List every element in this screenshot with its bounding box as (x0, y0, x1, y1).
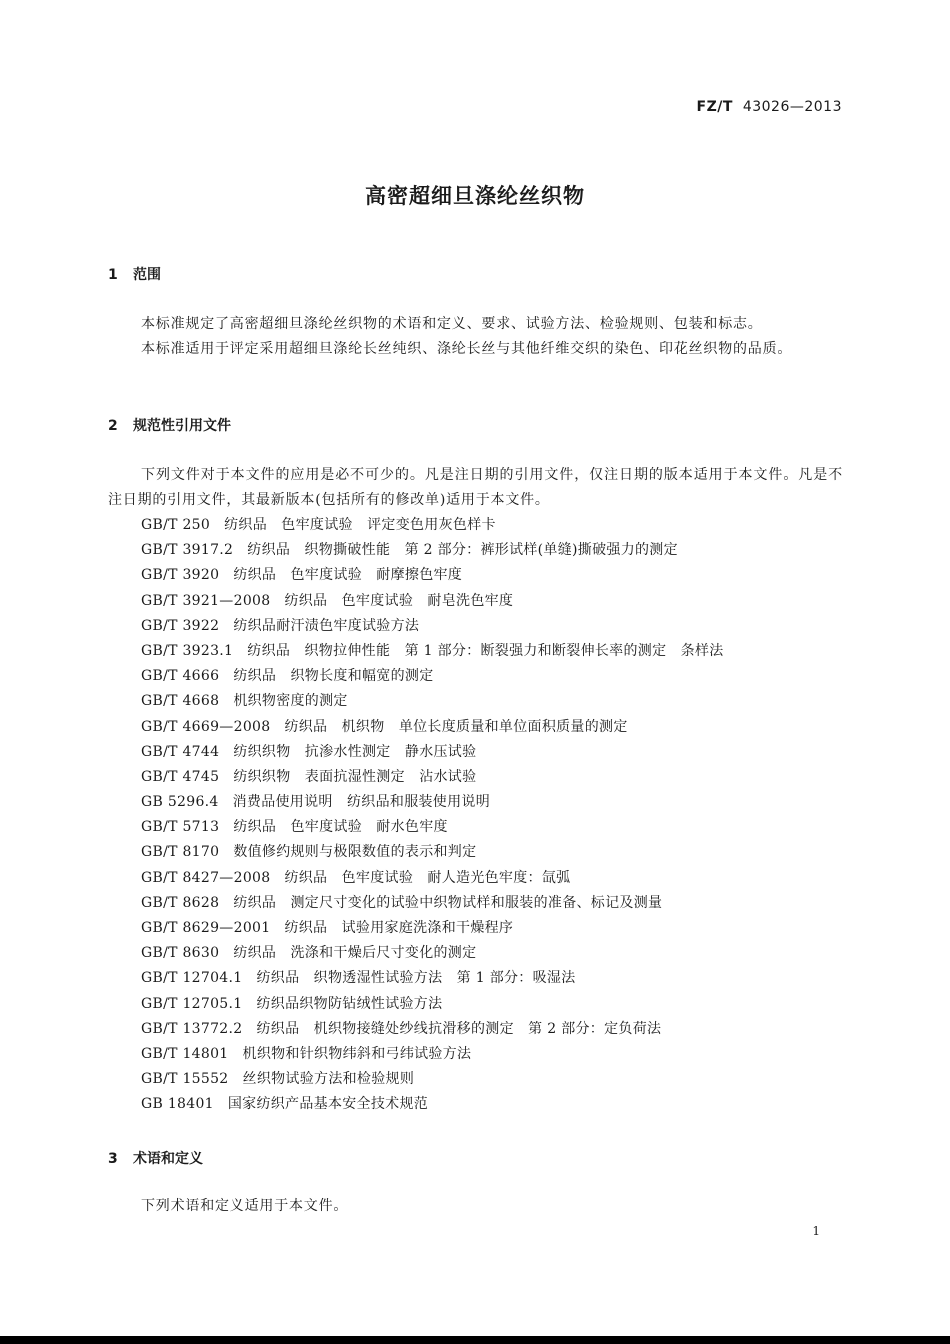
page-number: 1 (812, 1224, 820, 1238)
reference-code: GB/T 3923.1 (141, 642, 234, 659)
reference-item (141, 1017, 843, 1042)
section-2-intro: 下列文件对于本文件的应用是必不可少的。凡是注日期的引用文件，仅注日期的版本适用于本文件。凡是不注日期的引用文件，其最新版本(包括所有的修改单)适用于本文件。 (108, 467, 843, 508)
reference-item (141, 589, 843, 614)
reference-item (141, 513, 843, 538)
reference-code: GB/T 4744 (141, 743, 220, 760)
section-title: 范围 (133, 267, 161, 283)
reference-item (141, 815, 843, 840)
reference-item (141, 740, 843, 765)
reference-title: 纺织品 测定尺寸变化的试验中织物试样和服装的准备、标记及测量 (233, 894, 663, 911)
reference-item (141, 538, 843, 563)
reference-item (141, 1092, 843, 1117)
reference-code: GB/T 12704.1 (141, 970, 243, 987)
reference-item (141, 563, 843, 588)
reference-title: 机织物和针织物纬斜和弓纬试验方法 (242, 1045, 472, 1062)
reference-code: GB/T 250 (141, 517, 211, 533)
reference-title: 国家纺织产品基本安全技术规范 (227, 1096, 429, 1113)
reference-item (141, 790, 843, 815)
reference-title: 纺织品 织物撕破性能 第 2 部分：裤形试样(单缝)撕破强力的测定 (247, 542, 678, 559)
reference-title: 纺织品 机织物接缝处纱线抗滑移的测定 第 2 部分：定负荷法 (256, 1020, 662, 1037)
reference-item (141, 765, 843, 790)
normative-reference-list (141, 513, 843, 1118)
reference-item (141, 941, 843, 966)
reference-code: GB/T 4666 (141, 668, 220, 685)
reference-code: GB/T 8427—2008 (141, 869, 271, 886)
reference-code: GB/T 4745 (141, 768, 220, 785)
reference-title: 纺织品 试验用家庭洗涤和干燥程序 (284, 920, 514, 936)
reference-title: 纺织品 机织物 单位长度质量和单位面积质量的测定 (284, 718, 628, 735)
reference-code: GB/T 8170 (141, 844, 220, 861)
reference-title: 纺织品 洗涤和干燥后尺寸变化的测定 (233, 945, 477, 962)
reference-code: GB 18401 (141, 1096, 214, 1113)
standard-prefix: FZ/T (696, 99, 733, 115)
reference-title: 纺织品 织物拉伸性能 第 1 部分：断裂强力和断裂伸长率的测定 条样法 (247, 642, 724, 659)
reference-code: GB/T 8629—2001 (141, 920, 271, 936)
section-3-intro: 下列术语和定义适用于本文件。 (141, 1198, 349, 1214)
reference-item (141, 664, 843, 689)
standard-number (697, 99, 842, 115)
reference-code: GB/T 4669—2008 (141, 718, 271, 735)
reference-code: GB/T 3921—2008 (141, 592, 271, 609)
reference-code: GB/T 3920 (141, 567, 220, 584)
reference-title: 纺织品 色牢度试验 耐水色牢度 (233, 819, 448, 836)
standard-code: 43026—2013 (742, 99, 842, 115)
section-1-paragraph-2: 本标准适用于评定采用超细旦涤纶长丝纯织、涤纶长丝与其他纤维交织的染色、印花丝织物的品质。 (141, 341, 793, 357)
reference-title: 纺织织物 表面抗湿性测定 沾水试验 (233, 768, 477, 785)
reference-code: GB/T 14801 (141, 1045, 229, 1062)
section-2-heading (108, 415, 231, 435)
reference-title: 纺织织物 抗渗水性测定 静水压试验 (233, 743, 477, 760)
section-1-heading (108, 264, 161, 284)
reference-item (141, 689, 843, 714)
reference-item (141, 992, 843, 1017)
reference-item (141, 715, 843, 740)
section-number: 1 (108, 267, 118, 283)
reference-code: GB/T 15552 (141, 1071, 229, 1088)
reference-code: GB/T 8628 (141, 894, 220, 911)
reference-item (141, 966, 843, 991)
section-title: 规范性引用文件 (133, 418, 231, 434)
reference-title: 纺织品 织物长度和幅宽的测定 (233, 668, 434, 685)
reference-code: GB/T 3922 (141, 617, 220, 634)
reference-title: 纺织品耐汗渍色牢度试验方法 (233, 617, 420, 634)
reference-title: 纺织品 色牢度试验 耐人造光色牢度：氙弧 (284, 869, 571, 886)
reference-item (141, 840, 843, 865)
reference-title: 数值修约规则与极限数值的表示和判定 (233, 844, 477, 861)
bottom-border (0, 1336, 950, 1344)
reference-code: GB 5296.4 (141, 794, 219, 811)
reference-code: GB/T 8630 (141, 945, 220, 962)
reference-title: 纺织品 色牢度试验 耐摩擦色牢度 (233, 567, 463, 584)
section-number: 2 (108, 418, 118, 434)
reference-code: GB/T 12705.1 (141, 995, 243, 1012)
section-title: 术语和定义 (133, 1151, 203, 1167)
reference-title: 消费品使用说明 纺织品和服装使用说明 (232, 794, 491, 811)
reference-item (141, 614, 843, 639)
reference-code: GB/T 13772.2 (141, 1020, 243, 1037)
reference-title: 纺织品 色牢度试验 评定变色用灰色样卡 (224, 517, 496, 533)
section-number: 3 (108, 1151, 118, 1167)
reference-title: 纺织品 色牢度试验 耐皂洗色牢度 (284, 592, 514, 609)
reference-title: 纺织品 织物透湿性试验方法 第 1 部分：吸湿法 (256, 970, 576, 987)
reference-item (141, 866, 843, 891)
reference-title: 纺织品织物防钻绒性试验方法 (256, 995, 443, 1012)
reference-code: GB/T 3917.2 (141, 542, 234, 559)
reference-item (141, 639, 843, 664)
reference-item (141, 916, 843, 941)
reference-item (141, 891, 843, 916)
reference-title: 丝织物试验方法和检验规则 (242, 1071, 415, 1088)
section-3-heading (108, 1148, 203, 1168)
reference-code: GB/T 4668 (141, 693, 220, 710)
section-1-paragraph-1: 本标准规定了高密超细旦涤纶丝织物的术语和定义、要求、试验方法、检验规则、包装和标志。 (141, 316, 763, 332)
reference-item (141, 1067, 843, 1092)
document-title: 高密超细旦涤纶丝织物 (365, 184, 585, 208)
reference-item (141, 1042, 843, 1067)
reference-title: 机织物密度的测定 (233, 693, 348, 710)
reference-code: GB/T 5713 (141, 819, 220, 836)
